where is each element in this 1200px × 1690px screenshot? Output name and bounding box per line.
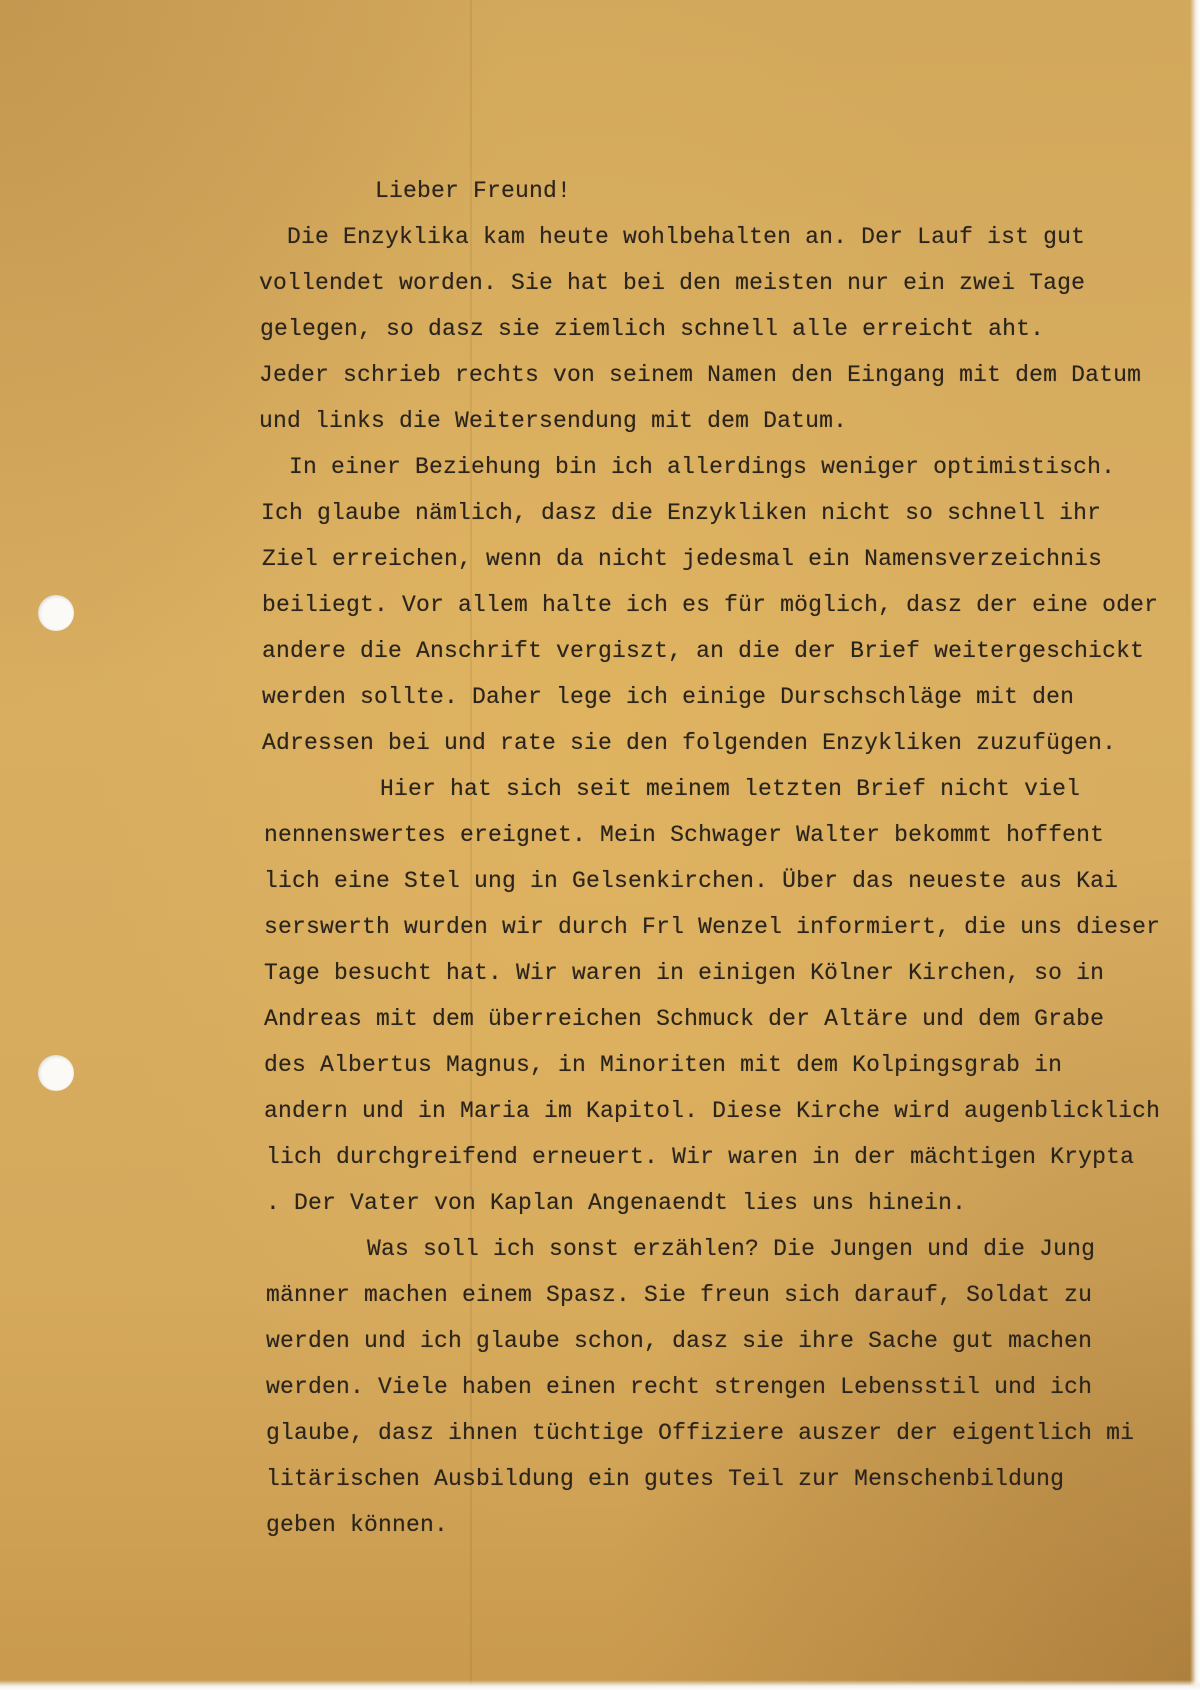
- text-line: des Albertus Magnus, in Minoriten mit dem Kolpingsgrab in: [264, 1052, 1063, 1078]
- text-line: Jeder schrieb rechts von seinem Namen den Eingang mit dem Datum: [259, 362, 1142, 388]
- paper-edge: [0, 1680, 1200, 1690]
- text-line: Ich glaube nämlich, dasz die Enzykliken nicht so schnell ihr: [261, 500, 1102, 526]
- text-line: Tage besucht hat. Wir waren in einigen Kölner Kirchen, so in: [264, 960, 1105, 986]
- paper-edge: [1190, 0, 1200, 1690]
- text-line: männer machen einem Spasz. Sie freun sich darauf, Soldat zu: [266, 1282, 1093, 1308]
- text-line: gelegen, so dasz sie ziemlich schnell alle erreicht aht.: [260, 316, 1045, 342]
- text-line: litärischen Ausbildung ein gutes Teil zur Menschenbildung: [266, 1466, 1065, 1492]
- text-line: geben können.: [266, 1512, 449, 1538]
- text-line: Was soll ich sonst erzählen? Die Jungen und die Jung: [367, 1236, 1096, 1262]
- text-line: werden und ich glaube schon, dasz sie ihre Sache gut machen: [266, 1328, 1093, 1354]
- text-line: werden. Viele haben einen recht strengen Lebensstil und ich: [266, 1374, 1093, 1400]
- text-line: andere die Anschrift vergiszt, an die der Brief weitergeschickt: [262, 638, 1145, 664]
- text-line: In einer Beziehung bin ich allerdings weniger optimistisch.: [289, 454, 1116, 480]
- text-line: werden sollte. Daher lege ich einige Durschschläge mit den: [262, 684, 1075, 710]
- text-line: nennenswertes ereignet. Mein Schwager Walter bekommt hoffent: [264, 822, 1105, 848]
- punch-hole: [38, 1055, 74, 1091]
- text-line: lich durchgreifend erneuert. Wir waren in der mächtigen Krypta: [266, 1144, 1135, 1170]
- text-line: lich eine Stel ung in Gelsenkirchen. Über das neueste aus Kai: [264, 868, 1119, 894]
- text-line: Ziel erreichen, wenn da nicht jedesmal ein Namensverzeichnis: [262, 546, 1103, 572]
- salutation: Lieber Freund!: [375, 178, 572, 204]
- text-line: andern und in Maria im Kapitol. Diese Kirche wird augenblicklich: [264, 1098, 1161, 1124]
- text-line: . Der Vater von Kaplan Angenaendt lies uns hinein.: [266, 1190, 967, 1216]
- text-line: Adressen bei und rate sie den folgenden Enzykliken zuzufügen.: [262, 730, 1117, 756]
- text-line: serswerth wurden wir durch Frl Wenzel informiert, die uns dieser: [264, 914, 1161, 940]
- text-line: beiliegt. Vor allem halte ich es für möglich, dasz der eine oder: [262, 592, 1159, 618]
- text-line: Andreas mit dem überreichen Schmuck der Altäre und dem Grabe: [264, 1006, 1105, 1032]
- text-line: Die Enzyklika kam heute wohlbehalten an. Der Lauf ist gut: [287, 224, 1086, 250]
- text-line: und links die Weitersendung mit dem Datum.: [259, 408, 848, 434]
- text-line: vollendet worden. Sie hat bei den meisten nur ein zwei Tage: [259, 270, 1086, 296]
- text-line: Hier hat sich seit meinem letzten Brief nicht viel: [380, 776, 1081, 802]
- text-line: glaube, dasz ihnen tüchtige Offiziere auszer der eigentlich mi: [266, 1420, 1135, 1446]
